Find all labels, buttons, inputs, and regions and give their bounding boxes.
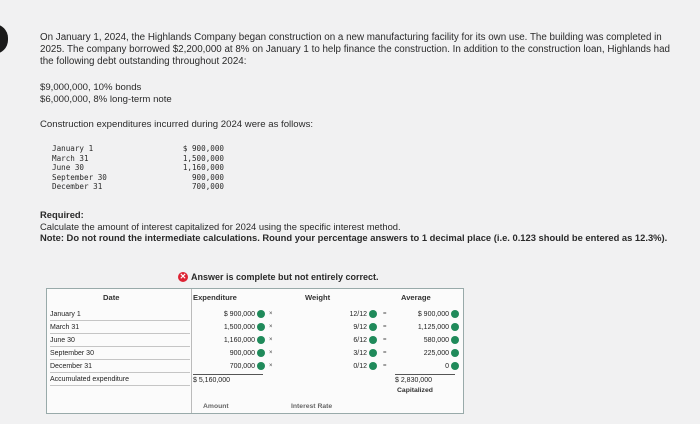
- capitalized-label: Capitalized: [397, 387, 433, 394]
- times-icon: ×: [269, 337, 273, 343]
- correct-icon: [451, 310, 459, 318]
- average-cell[interactable]: 580,000: [393, 335, 459, 346]
- weight-cell[interactable]: 3/12: [333, 348, 377, 359]
- header-expenditure: Expenditure: [193, 293, 237, 302]
- footer-amount: Amount: [203, 403, 229, 410]
- equals-icon: =: [383, 363, 387, 369]
- row-date: September 30: [50, 348, 190, 360]
- times-icon: ×: [269, 324, 273, 330]
- equals-icon: =: [383, 350, 387, 356]
- times-icon: ×: [269, 350, 273, 356]
- expenditure-cell[interactable]: 1,500,000: [193, 322, 265, 333]
- correct-icon: [451, 323, 459, 331]
- correct-icon: [451, 336, 459, 344]
- correct-icon: [257, 362, 265, 370]
- row-date: March 31: [50, 322, 190, 334]
- row-date: January 1: [50, 309, 190, 321]
- correct-icon: [369, 336, 377, 344]
- average-cell[interactable]: $ 900,000: [393, 309, 459, 320]
- average-cell[interactable]: 0: [393, 361, 459, 372]
- expenditure-heading: Construction expenditures incurred during 2024 were as follows:: [40, 119, 314, 130]
- answer-status-text: Answer is complete but not entirely correct.: [191, 272, 379, 282]
- correct-icon: [369, 349, 377, 357]
- exp-row: [52, 173, 224, 183]
- header-weight: Weight: [305, 293, 331, 302]
- correct-icon: [369, 310, 377, 318]
- weight-cell[interactable]: 0/12: [333, 361, 377, 372]
- weight-cell[interactable]: 6/12: [333, 335, 377, 346]
- exp-amount: 1,160,000: [182, 163, 224, 173]
- required-title: Required:: [40, 209, 84, 220]
- weight-cell[interactable]: 9/12: [333, 322, 377, 333]
- row-date: June 30: [50, 335, 190, 347]
- times-icon: ×: [269, 311, 273, 317]
- incorrect-icon: ✕: [179, 272, 187, 281]
- expenditure-cell[interactable]: 1,160,000: [193, 335, 265, 346]
- exp-amount: 1,500,000: [182, 153, 224, 163]
- correct-icon: [257, 349, 265, 357]
- total-label: Accumulated expenditure: [50, 374, 190, 386]
- rounding-note: Note: Do not round the intermediate calculations. Round your percentage answers to 1 decimal place (i.e. 0.123 should be entered as 12.3%).: [40, 232, 668, 243]
- average-cell[interactable]: 225,000: [393, 348, 459, 359]
- correct-icon: [369, 323, 377, 331]
- expenditure-cell[interactable]: 900,000: [193, 348, 265, 359]
- problem-intro: On January 1, 2024, the Highlands Company began construction on a new manufacturing facility for its own use. The building was completed in 2025. The company borrowed $2,200,000 at 8% on January 1 to help finance the construction. In addition to the construction loan, Highlands had the following debt outstanding throughout 2024:: [40, 32, 670, 67]
- equals-icon: =: [383, 337, 387, 343]
- correct-icon: [369, 362, 377, 370]
- equals-icon: =: [383, 324, 387, 330]
- equals-icon: =: [383, 311, 387, 317]
- correct-icon: [257, 323, 265, 331]
- total-average: $ 2,830,000: [395, 374, 455, 386]
- average-cell[interactable]: 1,125,000: [393, 322, 459, 333]
- exp-amount: 900,000: [191, 172, 224, 182]
- required-section: [40, 209, 670, 244]
- exp-row: [52, 163, 224, 173]
- footer-interest-rate: Interest Rate: [291, 403, 333, 410]
- debt-bonds: $9,000,000, 10% bonds: [40, 82, 142, 93]
- exp-row: [52, 144, 224, 154]
- header-average: Average: [401, 293, 431, 302]
- header-date: Date: [103, 293, 120, 302]
- exp-date: January 1: [52, 144, 94, 153]
- times-icon: ×: [269, 363, 273, 369]
- answer-status: [178, 272, 379, 282]
- correct-icon: [257, 336, 265, 344]
- expenditure-cell[interactable]: 700,000: [193, 361, 265, 372]
- exp-amount: $ 900,000: [182, 144, 224, 153]
- debt-note: $6,000,000, 8% long-term note: [40, 94, 172, 105]
- debt-list: [40, 82, 172, 106]
- exp-date: September 30: [52, 172, 107, 182]
- total-expenditure: $ 5,160,000: [193, 374, 263, 386]
- row-date: December 31: [50, 361, 190, 373]
- exp-date: June 30: [52, 163, 85, 173]
- correct-icon: [451, 362, 459, 370]
- expenditure-table: [52, 144, 224, 192]
- exp-amount: 700,000: [191, 182, 224, 192]
- correct-icon: [451, 349, 459, 357]
- exp-row: [52, 182, 224, 192]
- expenditure-cell[interactable]: $ 900,000: [193, 309, 265, 320]
- exp-row: [52, 154, 224, 164]
- weight-cell[interactable]: 12/12: [333, 309, 377, 320]
- side-decoration: [0, 24, 8, 54]
- exp-date: December 31: [52, 182, 103, 192]
- answer-grid: [46, 288, 464, 414]
- correct-icon: [257, 310, 265, 318]
- exp-date: March 31: [52, 153, 89, 163]
- required-text: Calculate the amount of interest capitalized for 2024 using the specific interest method.: [40, 220, 401, 232]
